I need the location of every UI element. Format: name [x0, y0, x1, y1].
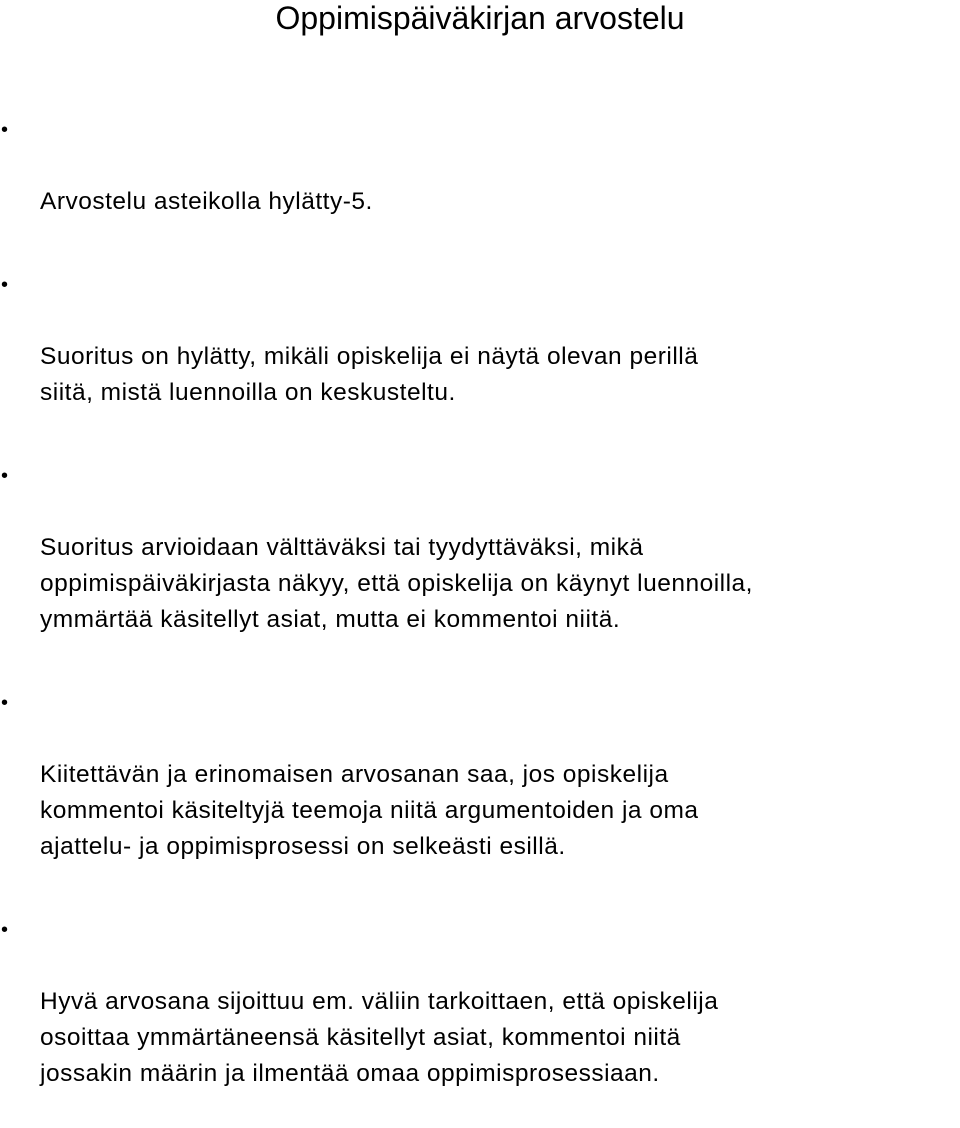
- bullet-text: Arvostelu asteikolla hylätty-5.: [40, 188, 373, 215]
- bullet-icon: •: [1, 692, 9, 714]
- bullet-item-good: [0, 912, 960, 1128]
- bullet-icon: •: [1, 119, 9, 141]
- bullet-icon: •: [1, 274, 9, 296]
- bullet-item-failed: [0, 267, 960, 447]
- bullet-list: [0, 112, 960, 1128]
- bullet-text: Suoritus on hylätty, mikäli opiskelija ei näytä olevan perillä siitä, mistä luennoilla on keskusteltu.: [40, 343, 699, 406]
- bullet-item-commendable-excellent: [0, 685, 960, 901]
- bullet-icon: •: [1, 465, 9, 487]
- bullet-item-grading-scale: [0, 112, 960, 256]
- bullet-text: Suoritus arvioidaan välttäväksi tai tyydyttäväksi, mikä oppimispäiväkirjasta näkyy, että opiskelija on käynyt luennoilla, ymmärtää käsitellyt asiat, mutta ei kommentoi niitä.: [40, 534, 753, 633]
- slide-title: Oppimispäiväkirjan arvostelu: [275, 0, 685, 36]
- bullet-icon: •: [1, 919, 9, 941]
- bullet-text: Hyvä arvosana sijoittuu em. väliin tarkoittaen, että opiskelija osoittaa ymmärtäneensä käsitellyt asiat, kommentoi niitä jossakin määrin ja ilmentää omaa oppimisprosessiaan.: [40, 988, 719, 1087]
- bullet-text: Kiitettävän ja erinomaisen arvosanan saa, jos opiskelija kommentoi käsiteltyjä teemoja niitä argumentoiden ja oma ajattelu- ja oppimisprosessi on selkeästi esillä.: [40, 761, 699, 860]
- bullet-item-passable-satisfactory: [0, 458, 960, 674]
